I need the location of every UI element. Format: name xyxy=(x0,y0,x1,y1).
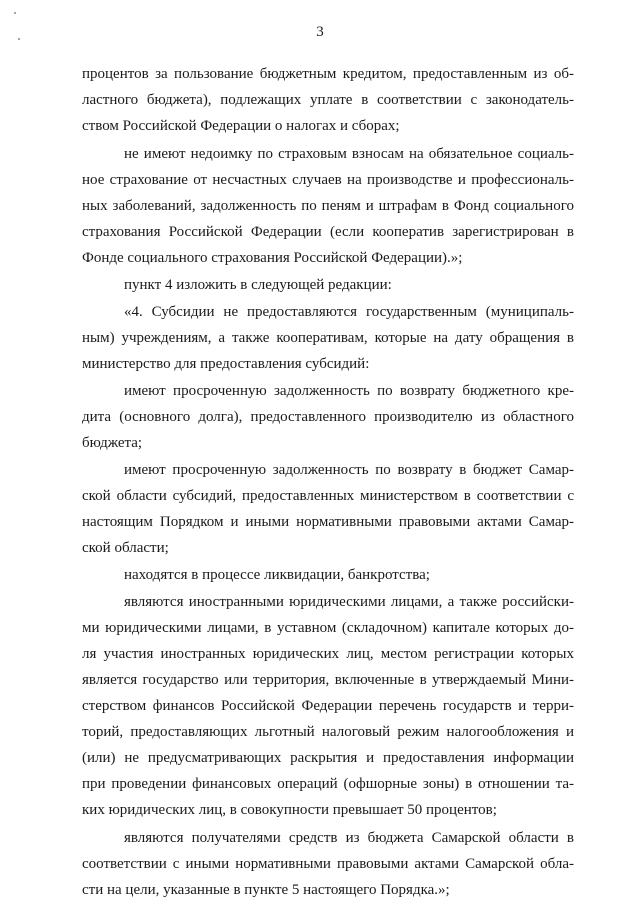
text-line: имеют просроченную задолженность по возврату в бюджет Самар- xyxy=(124,462,574,478)
text-line: являются получателями средств из бюджета Самарской области в xyxy=(124,830,574,846)
text-line: ных заболеваний, задолженность по пеням и штрафам в Фонд социального xyxy=(82,198,574,214)
text-line: ской области субсидий, предоставленных министерством в соответствии с xyxy=(82,488,574,504)
text-line: сти на цели, указанные в пункте 5 настоящего Порядка.»; xyxy=(82,882,450,898)
text-line: ством Российской Федерации о налогах и сборах; xyxy=(82,118,400,134)
text-line: не имеют недоимку по страховым взносам на обязательное социаль- xyxy=(124,146,574,162)
text-line: ное страхование от несчастных случаев на производстве и профессиональ- xyxy=(82,172,574,188)
text-line: находятся в процессе ликвидации, банкротства; xyxy=(124,567,430,583)
text-line: стерством финансов Российской Федерации перечень государств и терри- xyxy=(82,698,574,714)
text-line: ластного бюджета), подлежащих уплате в соответствии с законодатель- xyxy=(82,92,574,108)
text-line: ным) учреждениям, а также кооперативам, которые на дату обращения в xyxy=(82,330,574,346)
text-line: является государство или территория, включенные в утверждаемый Мини- xyxy=(82,672,574,688)
text-line: Фонде социального страхования Российской Федерации).»; xyxy=(82,250,463,266)
text-line: бюджета; xyxy=(82,435,143,451)
scan-speck xyxy=(14,12,16,14)
text-line: ской области; xyxy=(82,540,169,556)
scan-speck xyxy=(18,38,20,40)
text-line: настоящим Порядком и иными нормативными правовыми актами Самар- xyxy=(82,514,574,530)
text-line: ля участия иностранных юридических лиц, местом регистрации которых xyxy=(82,646,574,662)
text-line: торий, предоставляющих льготный налоговый режим налогообложения и xyxy=(82,724,574,740)
text-line: дита (основного долга), предоставленного производителю из областного xyxy=(82,409,574,425)
text-line: (или) не предусматривающих раскрытия и предоставления информации xyxy=(82,750,574,766)
text-line: являются иностранными юридическими лицами, а также российски- xyxy=(124,594,574,610)
text-line: при проведении финансовых операций (офшорные зоны) в отношении та- xyxy=(82,776,574,792)
text-line: «4. Субсидии не предоставляются государственным (муниципаль- xyxy=(124,304,574,320)
text-line: ких юридических лиц, в совокупности превышает 50 процентов; xyxy=(82,802,497,818)
text-line: ми юридическими лицами, в уставном (складочном) капитале которых до- xyxy=(82,620,574,636)
text-line: имеют просроченную задолженность по возврату бюджетного кре- xyxy=(124,383,574,399)
text-line: соответствии с иными нормативными правовыми актами Самарской обла- xyxy=(82,856,574,872)
text-line: пункт 4 изложить в следующей редакции: xyxy=(124,277,392,293)
text-line: процентов за пользование бюджетным кредитом, предоставленным из об- xyxy=(82,66,574,82)
page-number: 3 xyxy=(316,24,324,40)
text-line: страхования Российской Федерации (если кооператив зарегистрирован в xyxy=(82,224,574,240)
text-line: министерство для предоставления субсидий: xyxy=(82,356,370,372)
